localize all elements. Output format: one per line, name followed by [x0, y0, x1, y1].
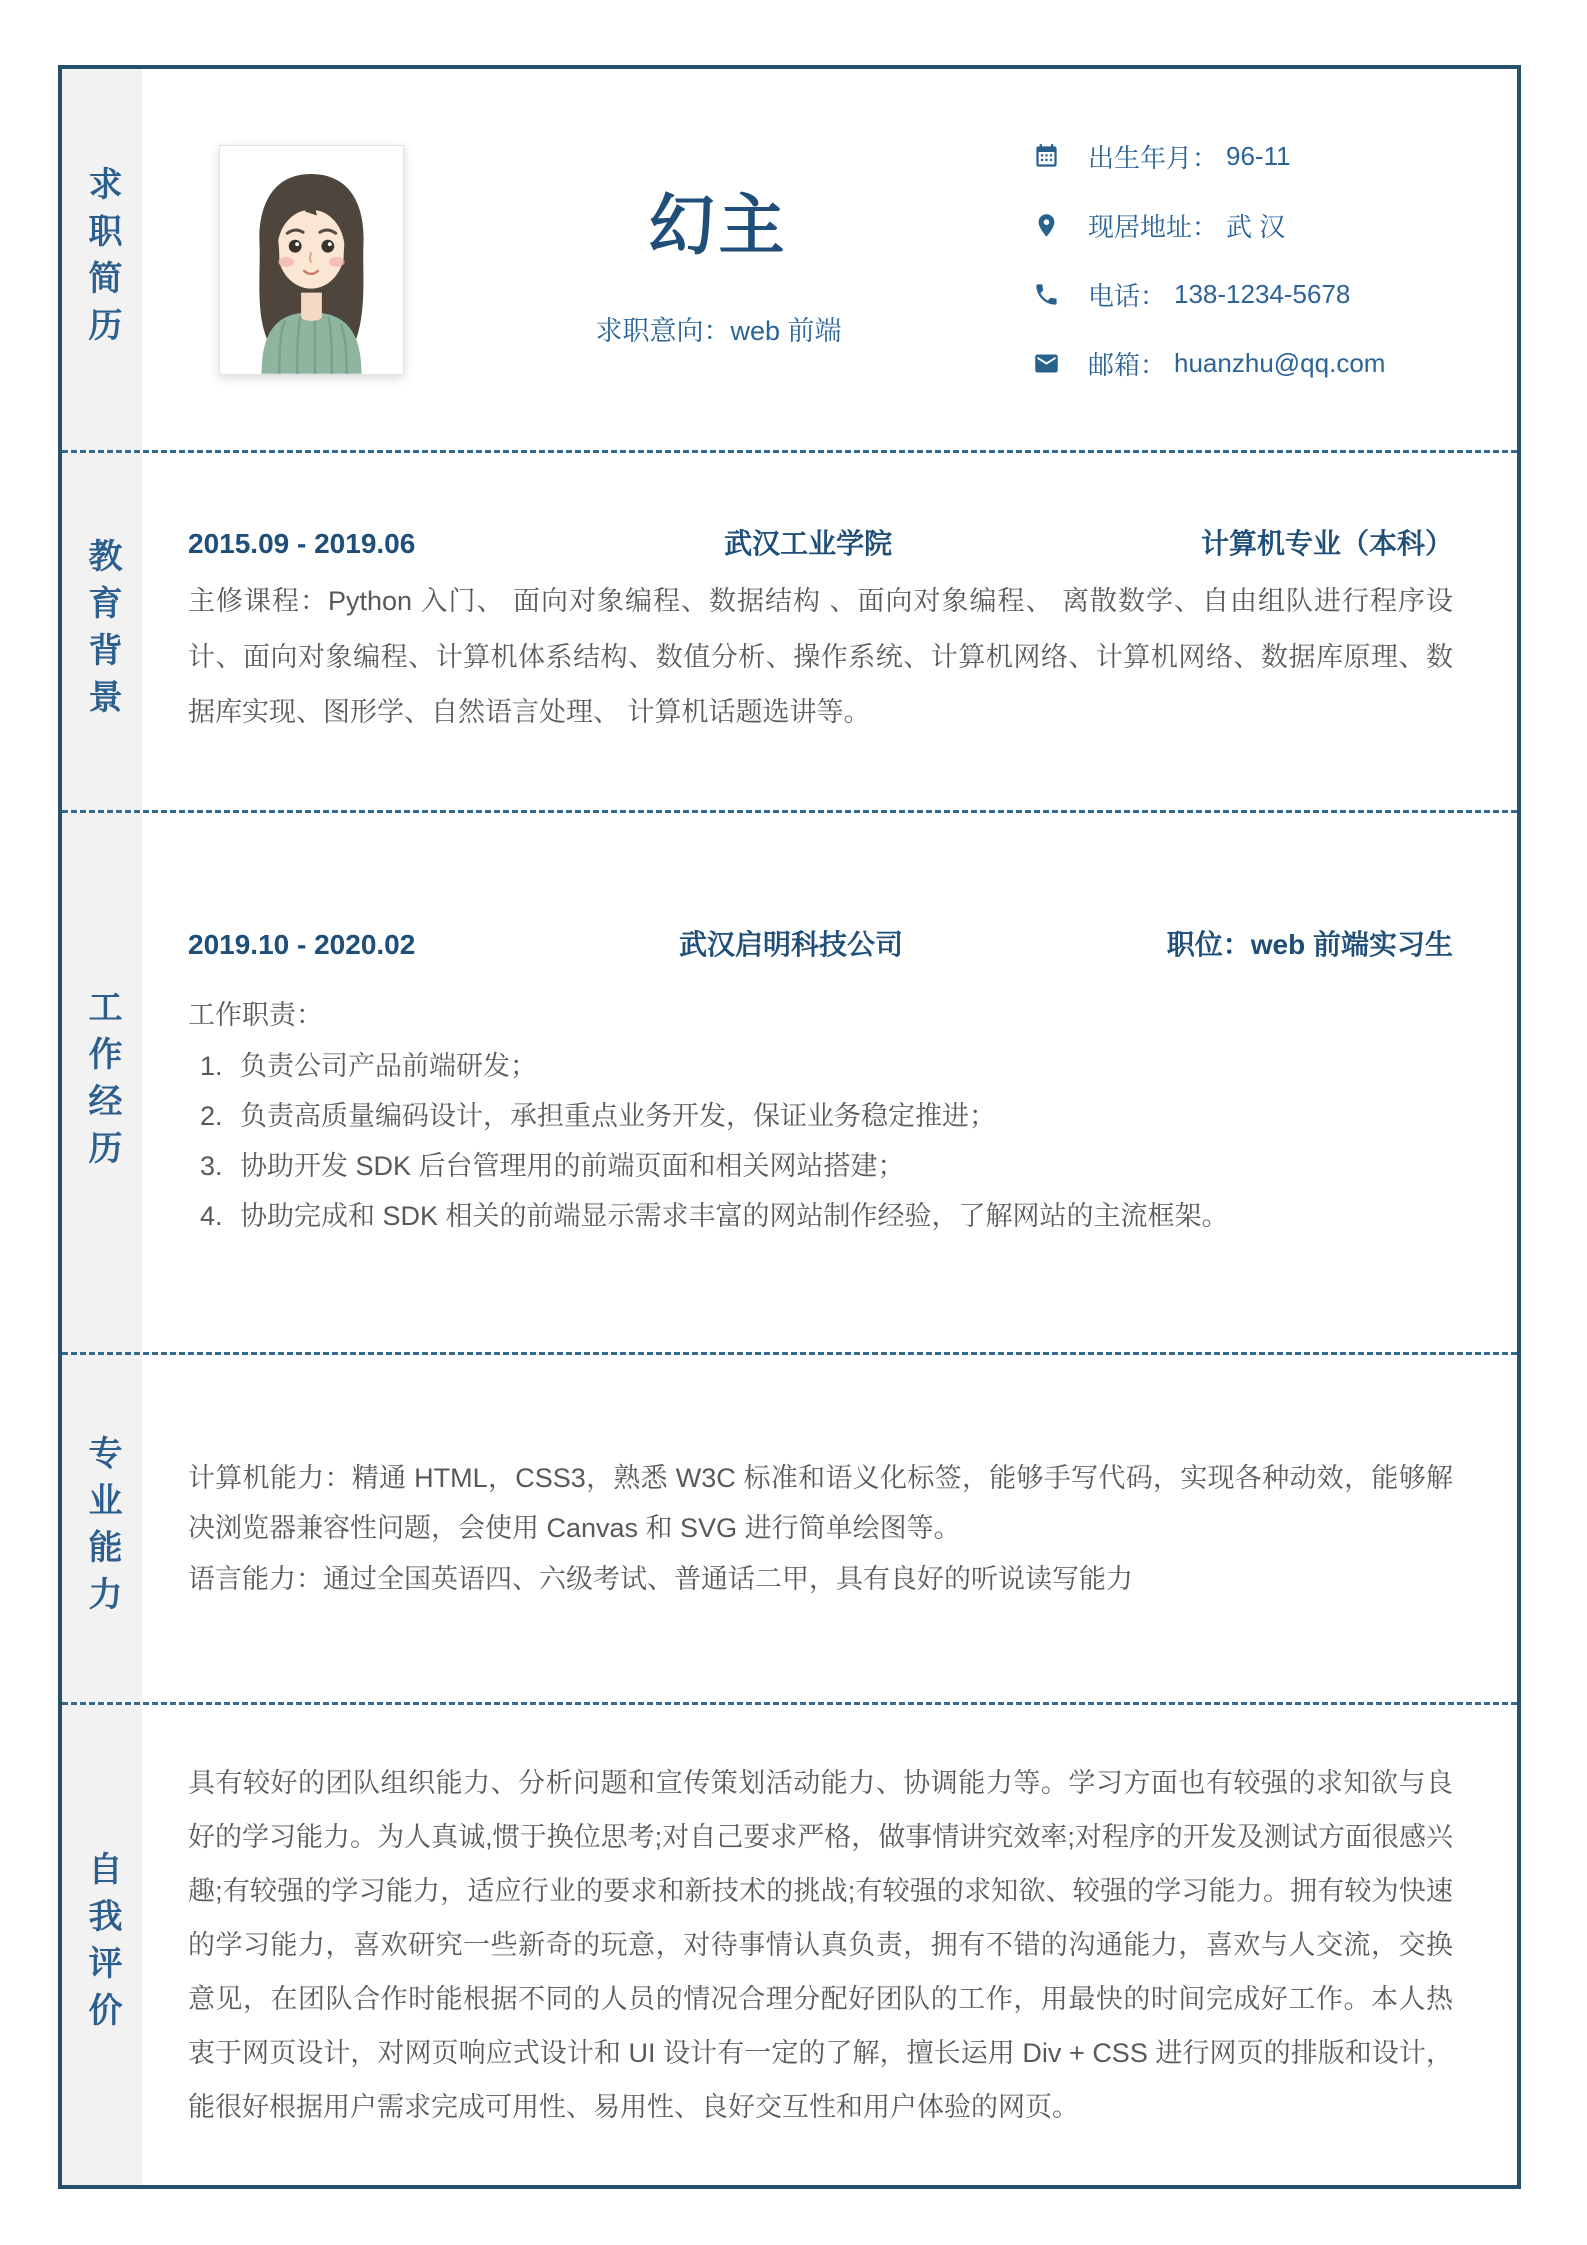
sidebar-cell-work — [62, 813, 142, 1352]
resume-page — [58, 65, 1521, 2189]
education-header-row — [188, 522, 1453, 562]
duty-number: 1. — [200, 1050, 223, 1081]
sidebar-cell-evaluation — [62, 1705, 142, 2185]
contact-value: 96-11 — [1226, 140, 1291, 171]
section-skills — [62, 1355, 1517, 1705]
work-position: 职位：web 前端实习生 — [1166, 929, 1453, 961]
sidebar-label-profile: 求职简历 — [83, 165, 121, 354]
contact-list — [1033, 138, 1453, 382]
work-content — [142, 813, 1517, 1352]
contact-label: 电话： — [1088, 280, 1167, 311]
education-period: 2015.09 - 2019.06 — [188, 527, 416, 559]
duty-text: 协助开发 SDK 后台管理用的前端页面和相关网站搭建； — [240, 1150, 905, 1181]
sidebar-label-work: 工作经历 — [83, 988, 121, 1177]
candidate-name: 幻主 — [648, 187, 789, 262]
section-work — [62, 813, 1517, 1355]
duties-title: 工作职责： — [188, 1000, 323, 1031]
contact-row-email — [1033, 345, 1453, 382]
duty-item — [188, 1192, 1453, 1242]
duties-list — [188, 1042, 1453, 1242]
contact-value: huanzhu@qq.com — [1174, 347, 1386, 378]
contact-row-birth — [1033, 138, 1453, 175]
profile-content — [142, 69, 1517, 450]
skill-language: 语言能力：通过全国英语四、六级考试、普通话二甲，具有良好的听说读写能力 — [188, 1563, 1133, 1594]
contact-label: 出生年月： — [1088, 142, 1219, 173]
section-education — [62, 453, 1517, 813]
work-header-row — [188, 923, 1453, 963]
duty-item — [188, 1092, 1453, 1142]
duty-number: 2. — [200, 1100, 223, 1131]
education-content — [142, 453, 1517, 810]
contact-value: 138-1234-5678 — [1174, 278, 1351, 309]
avatar-illustration — [220, 146, 403, 374]
contact-label: 现居地址： — [1088, 211, 1219, 242]
evaluation-text: 具有较好的团队组织能力、分析问题和宣传策划活动能力、协调能力等。学习方面也有较强的求知欲与良好的学习能力。为人真诚,惯于换位思考;对自己要求严格，做事情讲究效率;对程序的开发及测试方面很感兴趣;有较强的学习能力，适应行业的要求和新技术的挑战;有较强的求知欲、较强的学习能力。拥有较为快速的学习能力，喜欢研究一些新奇的玩意，对待事情认真负责，拥有不错的沟通能力，喜欢与人交流，交换意见，在团队合作时能根据不同的人员的情况合理分配好团队的工作，用最快的时间完成好工作。本人热衷于网页设计，对网页响应式设计和 UI 设计有一定的了解，擅长运用 Div + CSS 进行网页的排版和设计，能很好根据用户需求完成可用性、易用性、良好交互性和用户体验的网页。 — [188, 1768, 1453, 2122]
duty-item — [188, 1042, 1453, 1092]
section-profile — [62, 69, 1517, 453]
duty-number: 3. — [200, 1150, 223, 1181]
skills-content — [142, 1355, 1517, 1702]
work-company: 武汉启明科技公司 — [679, 929, 904, 961]
phone-icon — [1033, 281, 1060, 308]
education-major: 计算机专业（本科） — [1200, 527, 1453, 559]
work-period: 2019.10 - 2020.02 — [188, 929, 416, 961]
contact-value: 武 汉 — [1226, 211, 1286, 242]
sidebar-cell-profile — [62, 69, 142, 450]
avatar-photo — [219, 145, 404, 375]
sidebar-cell-education — [62, 453, 142, 810]
sidebar-label-skills: 专业能力 — [83, 1434, 121, 1623]
duty-text: 负责高质量编码设计，承担重点业务开发，保证业务稳定推进； — [240, 1100, 996, 1131]
contact-row-address — [1033, 207, 1453, 244]
job-intention: 求职意向：web 前端 — [595, 315, 842, 346]
identity-block — [404, 172, 1033, 348]
calendar-icon — [1033, 143, 1060, 170]
skill-computer: 计算机能力：精通 HTML，CSS3，熟悉 W3C 标准和语义化标签，能够手写代码，实现各种动效，能够解决浏览器兼容性问题，会使用 Canvas 和 SVG 进行简单绘图等。 — [188, 1463, 1453, 1544]
contact-row-phone — [1033, 276, 1453, 313]
sidebar-label-evaluation: 自我评价 — [83, 1851, 121, 2039]
duty-number: 4. — [200, 1200, 223, 1231]
contact-label: 邮箱： — [1088, 349, 1167, 380]
education-school: 武汉工业学院 — [724, 527, 893, 559]
duty-item — [188, 1142, 1453, 1192]
education-courses: 主修课程：Python 入门、 面向对象编程、数据结构 、面向对象编程、 离散数学、自由组队进行程序设计、面向对象编程、计算机体系结构、数值分析、操作系统、计算机网络、计算机网络、数据库原理、数据库实现、图形学、自然语言处理、 计算机话题选讲等。 — [188, 585, 1453, 728]
sidebar-cell-skills — [62, 1355, 142, 1702]
duty-text: 协助完成和 SDK 相关的前端显示需求丰富的网站制作经验，了解网站的主流框架。 — [240, 1200, 1229, 1231]
evaluation-content — [142, 1705, 1517, 2185]
sidebar-label-education: 教育背景 — [83, 537, 121, 726]
email-icon — [1033, 350, 1060, 377]
location-icon — [1033, 212, 1060, 239]
duty-text: 负责公司产品前端研发； — [240, 1050, 537, 1081]
section-evaluation — [62, 1705, 1517, 2185]
